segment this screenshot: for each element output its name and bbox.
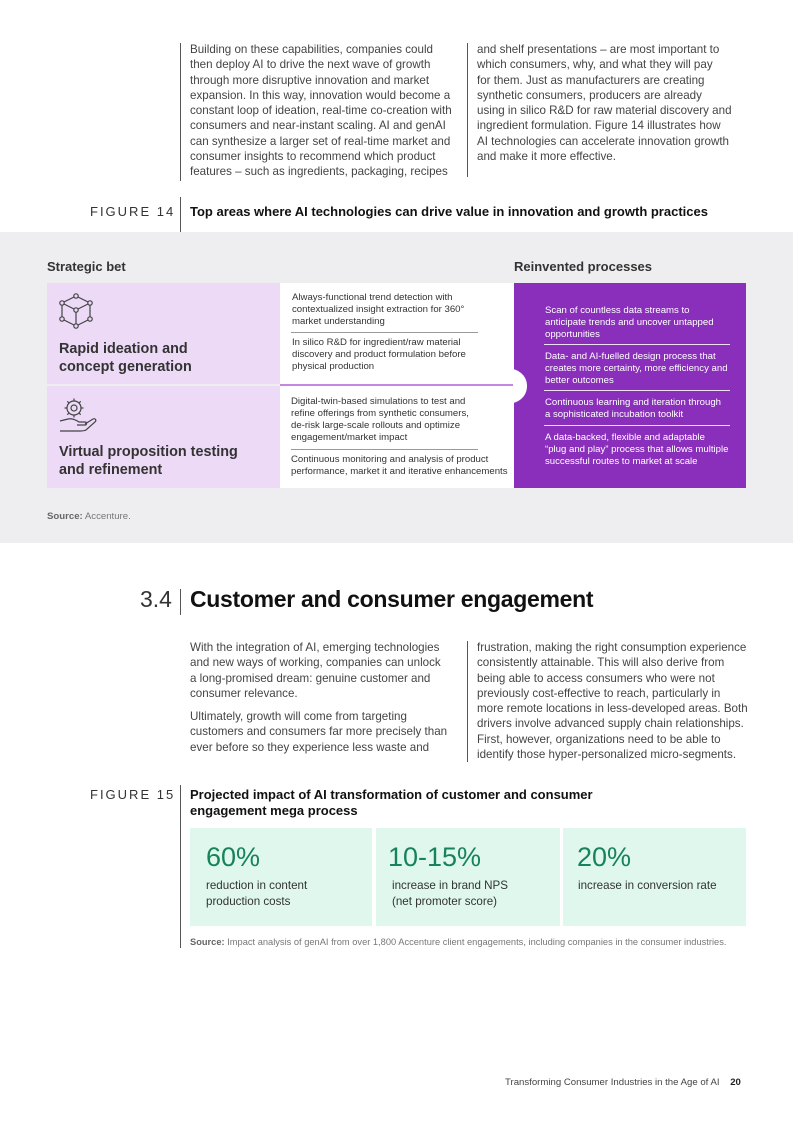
text-line: can synthesize a larger set of real-time market and: [190, 134, 451, 148]
figure-rule: [180, 785, 181, 948]
bet-title-line: and refinement: [59, 462, 163, 478]
gear-hand-icon: [58, 397, 98, 433]
text-line: Continuous learning and iteration through: [545, 397, 722, 408]
text-line: increase in brand NPS: [392, 879, 508, 892]
figure-rule: [180, 197, 181, 232]
text-line: for them. Just as manufacturers are creating: [477, 73, 705, 87]
text-line: identify those hyper-personalized micro-segments.: [477, 748, 737, 762]
text-line: reduction in content: [206, 879, 308, 892]
text-line: features – such as ingredients, packaging, recipes: [190, 165, 448, 179]
item-divider: [291, 449, 478, 450]
column-rule: [180, 43, 181, 181]
text-line: Ultimately, growth will come from targeting: [190, 710, 407, 724]
process-item: [545, 351, 740, 387]
text-line: market understanding: [292, 316, 385, 327]
text-line: First, however, organizations need to be able to: [477, 732, 721, 746]
stat-card: [376, 828, 560, 926]
flow-arrow: [280, 376, 540, 394]
text-line: anticipate trends and uncover untapped: [545, 317, 714, 328]
text-line: then deploy AI to drive the next wave of growth: [190, 58, 431, 72]
item-divider: [544, 344, 730, 345]
text-line: With the integration of AI, emerging technologies: [190, 641, 440, 654]
capability-item: [292, 337, 507, 373]
figure-14-title: Top areas where AI technologies can drive value in innovation and growth practices: [190, 204, 708, 219]
section-right-column: [477, 640, 767, 762]
figure-15-label: FIGURE 15: [90, 787, 176, 802]
text-line: In silico R&D for ingredient/raw material: [292, 337, 461, 348]
figure-15-source: [190, 937, 726, 947]
capability-item: [292, 292, 507, 328]
text-line: performance, market it and iterative enhancements: [291, 466, 508, 477]
text-line: Always-functional trend detection with: [292, 292, 453, 303]
stat-card: [563, 828, 746, 926]
process-item: [545, 397, 740, 421]
bet-title: [59, 340, 192, 376]
text-line: ingredient formulation. Figure 14 illustrates how: [477, 119, 721, 133]
section-rule: [180, 589, 181, 615]
source-text: Accenture.: [84, 511, 131, 522]
text-line: and shelf presentations – are most important to: [477, 43, 720, 56]
text-line: creates more certainty, more efficiency and: [545, 363, 728, 374]
process-item: [545, 305, 740, 341]
capability-item: [291, 396, 509, 444]
section-number: 3.4: [140, 586, 172, 612]
text-line: consumer relevance.: [190, 686, 298, 700]
text-line: constant loop of ideation, real-time co-creation with: [190, 104, 452, 118]
cube-network-icon: [57, 292, 95, 330]
text-line: increase in conversion rate: [578, 879, 717, 892]
text-line: better outcomes: [545, 375, 614, 386]
intro-right-column: [477, 42, 752, 164]
text-line: AI technologies can accelerate innovation growth: [477, 134, 729, 148]
text-line: synthetic consumers, producers are already: [477, 88, 702, 102]
text-line: successful routes to market at scale: [545, 456, 698, 467]
column-rule: [467, 641, 468, 762]
column-rule: [467, 43, 468, 177]
stat-value: 10-15%: [388, 842, 482, 872]
stat-description: [206, 878, 307, 910]
source-label: Source:: [47, 511, 83, 522]
text-line: Continuous monitoring and analysis of product: [291, 454, 489, 465]
section-title: Customer and consumer engagement: [190, 586, 594, 612]
capability-item: [291, 454, 511, 478]
intro-left-column: [190, 42, 460, 180]
bet-title-line: Virtual proposition testing: [59, 444, 238, 460]
text-line: which consumers, why, and what they will pay: [477, 58, 713, 72]
text-line: a sophisticated incubation toolkit: [545, 409, 684, 420]
process-item: [545, 432, 743, 468]
title-line: Projected impact of AI transformation of customer and consumer: [190, 787, 593, 802]
source-text: Impact analysis of genAI from over 1,800 Accenture client engagements, including companies in the consumer industries.: [227, 937, 727, 947]
strategic-bet-heading: Strategic bet: [47, 259, 126, 274]
text-line: consumers and near-instant scaling. AI and genAI: [190, 119, 446, 133]
figure-15-title: [190, 787, 690, 819]
text-line: Digital-twin-based simulations to test and: [291, 396, 466, 407]
stat-value: 60%: [206, 842, 261, 872]
title-line: engagement mega process: [190, 803, 358, 818]
page-footer: [505, 1077, 741, 1088]
stat-description: [392, 878, 508, 910]
item-divider: [291, 332, 478, 333]
text-line: (net promoter score): [392, 895, 498, 908]
text-line: ever before so they experience less waste and: [190, 740, 430, 754]
text-line: using in silico R&D for raw material discovery and: [477, 104, 732, 118]
notch-shape: [513, 369, 537, 403]
section-left-column: [190, 640, 462, 755]
item-divider: [544, 425, 730, 426]
text-line: discovery and product formulation before: [292, 349, 466, 360]
figure-14-label: FIGURE 14: [90, 204, 176, 219]
text-line: contextualized insight extraction for 360°: [292, 304, 465, 315]
text-line: a long-promised dream: genuine customer and: [190, 671, 431, 685]
text-line: Building on these capabilities, companies could: [190, 43, 433, 56]
bet-title-line: Rapid ideation and: [59, 341, 188, 357]
reinvented-processes-heading: Reinvented processes: [514, 259, 653, 274]
text-line: Data- and AI-fuelled design process that: [545, 351, 716, 362]
item-divider: [544, 390, 730, 391]
text-line: refine offerings from synthetic consumers,: [291, 408, 469, 419]
text-line: “plug and play” process that allows multiple: [545, 444, 729, 455]
text-line: through more disruptive innovation and market: [190, 73, 430, 87]
bet-title-line: concept generation: [59, 359, 192, 375]
page-number: 20: [730, 1077, 741, 1088]
document-title: Transforming Consumer Industries in the Age of AI: [505, 1077, 720, 1088]
text-line: expansion. In this way, innovation would become a: [190, 88, 451, 102]
stat-description: [578, 878, 717, 894]
text-line: production costs: [206, 895, 291, 908]
text-line: being able to access consumers who were not: [477, 671, 715, 685]
source-label: Source:: [190, 937, 225, 947]
text-line: previously cost-effective to reach, particularly in: [477, 686, 721, 700]
text-line: Scan of countless data streams to: [545, 305, 690, 316]
text-line: consumer insights to recommend which product: [190, 150, 436, 164]
text-line: de-risk large-scale rollouts and optimize: [291, 420, 461, 431]
text-line: frustration, making the right consumption experience: [477, 641, 747, 654]
text-line: customers and consumers far more precisely than: [190, 725, 448, 739]
text-line: and new ways of working, companies can unlock: [190, 656, 441, 670]
figure-14-source: [47, 511, 131, 522]
text-line: drivers involve advanced supply chain relationships.: [477, 717, 744, 731]
text-line: A data-backed, flexible and adaptable: [545, 432, 706, 443]
text-line: physical production: [292, 361, 375, 372]
text-line: and make it more effective.: [477, 150, 616, 164]
text-line: consistently attainable. This will also derive from: [477, 656, 725, 670]
stat-card: [190, 828, 372, 926]
text-line: engagement/market impact: [291, 432, 408, 443]
stat-value: 20%: [577, 842, 632, 872]
bet-title: [59, 443, 238, 479]
text-line: opportunities: [545, 329, 600, 340]
text-line: more remote locations in less-developed areas. Both: [477, 702, 748, 716]
